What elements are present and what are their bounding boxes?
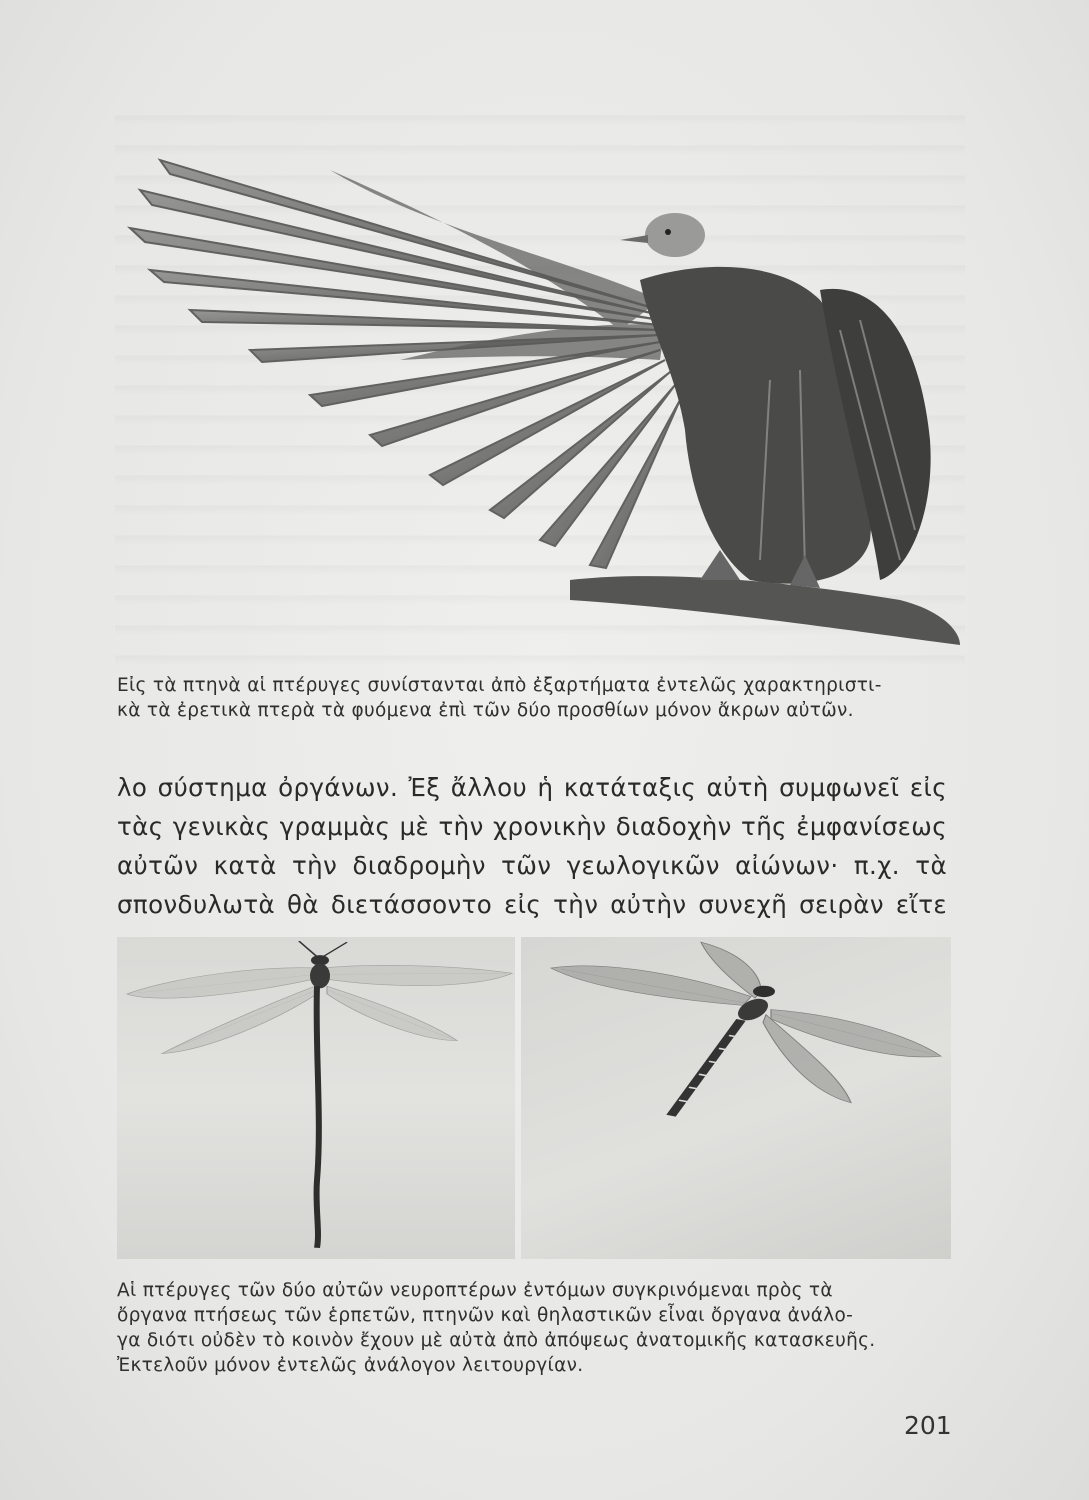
caption-line: Αἱ πτέρυγες τῶν δύο αὐτῶν νευροπτέρων ἐντόμων συγκρινόμεναι πρὸς τὰ (117, 1280, 833, 1301)
caption-line: ὄργανα πτήσεως τῶν ἑρπετῶν, πτηνῶν καὶ θηλαστικῶν εἶναι ὄργανα ἀνάλο- (117, 1305, 854, 1326)
insect-photo-right (521, 937, 951, 1259)
page-number: 201 (904, 1411, 952, 1440)
top-figure-caption (117, 673, 947, 723)
lacewing-drawing (117, 937, 515, 1259)
body-line: αὐτῶν κατὰ τὴν διαδρομὴν τῶν γεωλογικῶν αἰώνων· π.χ. τὰ (117, 851, 947, 880)
caption-line: Εἰς τὰ πτηνὰ αἱ πτέρυγες συνίστανται ἀπὸ ἐξαρτήματα ἐντελῶς χαρακτηριστι- (117, 675, 882, 696)
caption-line: γα διότι οὐδὲν τὸ κοινὸν ἔχουν μὲ αὐτὰ ἀπὸ ἀπόψεως ἀνατομικῆς κατασκευῆς. (117, 1330, 876, 1351)
body-line: σπονδυλωτὰ θὰ διετάσσοντο εἰς τὴν αὐτὴν συνεχῆ σειρὰν εἴτε (117, 890, 947, 919)
bottom-figure-caption (117, 1278, 947, 1378)
dragonfly-drawing (521, 937, 951, 1259)
insect-photo-left (117, 937, 515, 1259)
caption-line: κὰ τὰ ἐρετικὰ πτερὰ τὰ φυόμενα ἐπὶ τῶν δύο προσθίων μόνον ἄκρων αὐτῶν. (117, 700, 854, 721)
bird-wing-illustration (100, 110, 960, 670)
caption-line: Ἐκτελοῦν μόνον ἐντελῶς ἀνάλογον λειτουργίαν. (117, 1355, 584, 1376)
body-line: λο σύστημα ὀργάνων. Ἐξ ἄλλου ἡ κατάταξις αὐτὴ συμφωνεῖ εἰς (117, 773, 947, 802)
body-line: τὰς γενικὰς γραμμὰς μὲ τὴν χρονικὴν διαδοχὴν τῆς ἐμφανίσεως (117, 812, 947, 841)
body-paragraph (117, 768, 947, 924)
bird-wing-drawing (100, 110, 960, 670)
